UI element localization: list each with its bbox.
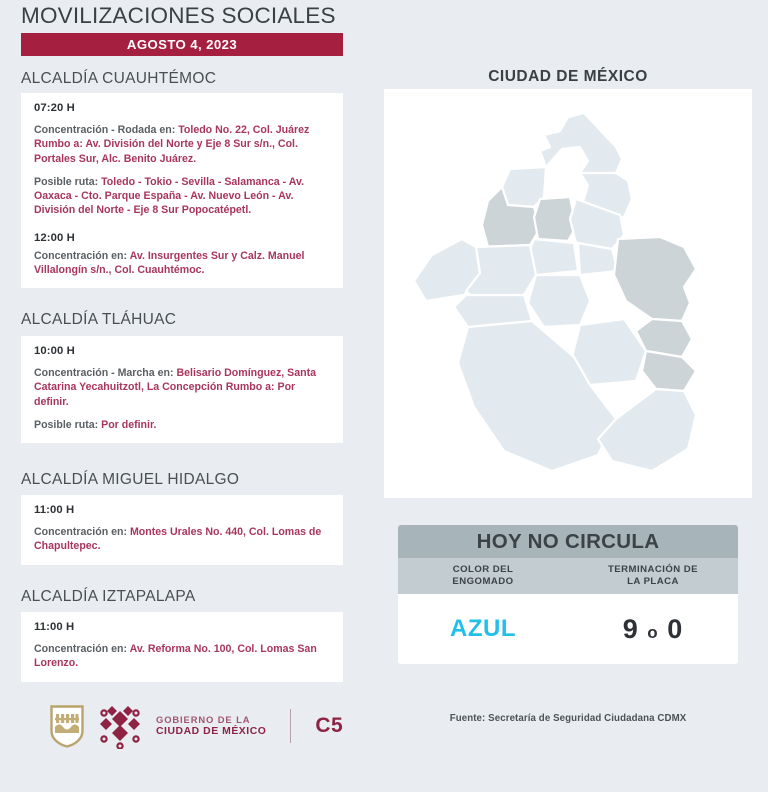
plate-ending-cell <box>568 614 738 645</box>
borough-card-iztapalapa <box>21 612 343 682</box>
line-value: Belisario Domínguez, Santa Catarina Yecahuitzotl, La Concepción Rumbo a: Por definir. <box>34 367 316 408</box>
line-value: Toledo - Tokio - Sevilla - Salamanca - Av. Oaxaca - Cto. Parque España - Av. Nuevo León - Av. División del Norte - Eje 8 Sur Popocatépetl. <box>34 175 305 217</box>
time-label: 10:00 H <box>34 345 75 357</box>
line-value: Montes Urales No. 440, Col. Lomas de Chapultepec. <box>34 526 322 553</box>
borough-heading-cuauhtemoc: ALCALDÍA CUAUHTÉMOC <box>21 70 217 87</box>
time-label: 12:00 H <box>34 231 75 244</box>
entry-line <box>34 249 330 278</box>
sticker-color-cell <box>398 615 568 643</box>
borough-card-miguel-hidalgo <box>21 495 343 565</box>
entry-line <box>34 123 330 166</box>
plate-digit-second: 0 <box>667 613 684 644</box>
gob-line-1: GOBIERNO DE LA <box>156 713 251 725</box>
line-label: Concentración en: <box>34 249 128 262</box>
cdmx-logo-icon <box>97 703 143 749</box>
map-and-circula-column <box>368 0 768 792</box>
plate-digit-first: 9 <box>622 613 639 644</box>
gobierno-wordmark <box>156 714 266 739</box>
hoy-no-circula-values <box>398 594 738 664</box>
line-label: Concentración - Marcha en: <box>34 367 174 379</box>
entry-line <box>34 525 330 554</box>
line-value: Toledo No. 22, Col. Juárez Rumbo a: <box>34 124 310 151</box>
date-band: AGOSTO 4, 2023 <box>21 33 343 56</box>
entry-line <box>34 175 330 218</box>
hoy-no-circula-panel <box>398 525 738 664</box>
cdmx-map-icon <box>384 89 752 498</box>
borough-card-tlahuac <box>21 336 343 443</box>
cdmx-shield-icon <box>50 705 84 748</box>
page-title: MOVILIZACIONES SOCIALES <box>21 3 336 28</box>
line-value: Por definir. <box>101 418 157 431</box>
time-label: 11:00 H <box>34 621 75 633</box>
borough-heading-tlahuac: ALCALDÍA TLÁHUAC <box>21 311 177 328</box>
hoy-no-circula-title: HOY NO CIRCULA <box>398 525 738 558</box>
plate-separator: o <box>647 622 659 642</box>
column-header-color-line1: COLOR DEL <box>452 564 514 575</box>
sticker-color-value: AZUL <box>450 615 516 642</box>
logo-divider <box>290 709 291 743</box>
gob-line-2: CIUDAD DE MÉXICO <box>156 726 267 737</box>
footer-logos <box>50 703 343 749</box>
entry-line <box>34 418 330 432</box>
movilizaciones-column <box>0 0 368 792</box>
column-header-plate-line2: LA PLACA <box>627 576 679 587</box>
entry-line <box>34 642 330 671</box>
column-header-color-line2: ENGOMADO <box>452 576 514 587</box>
line-value: Av. Insurgentes Sur y Calz. Manuel Villalongín s/n., Col. Cuauhtémoc. <box>34 249 305 277</box>
column-header-plate-line1: TERMINACIÓN DE <box>608 564 698 575</box>
line-label: Concentración en: <box>34 643 128 655</box>
line-label: Posible ruta: <box>34 418 99 431</box>
source-note: Fuente: Secretaría de Seguridad Ciudadana CDMX <box>449 713 687 724</box>
line-value: Av. Reforma No. 100, Col. Lomas San Lorenzo. <box>34 643 317 670</box>
map-title: CIUDAD DE MÉXICO <box>488 68 648 85</box>
borough-heading-miguel-hidalgo: ALCALDÍA MIGUEL HIDALGO <box>21 471 240 488</box>
entry-line <box>34 366 330 409</box>
hoy-no-circula-subheaders <box>398 558 738 594</box>
cdmx-map-card <box>384 89 752 498</box>
line-value-2: Av. División del Norte y Eje 8 Sur s/n., Col. Portales Sur, Alc. Benito Juárez. <box>34 138 298 165</box>
column-header-plate <box>568 558 738 594</box>
c5-wordmark: C5 <box>315 714 344 737</box>
line-label: Posible ruta: <box>34 175 99 188</box>
line-label: Concentración en: <box>34 526 128 538</box>
borough-heading-iztapalapa: ALCALDÍA IZTAPALAPA <box>21 588 196 605</box>
column-header-color <box>398 558 568 594</box>
time-label: 11:00 H <box>34 504 75 516</box>
time-label: 07:20 H <box>34 102 75 114</box>
line-label: Concentración - Rodada en: <box>34 124 176 136</box>
borough-card-cuauhtemoc <box>21 93 343 288</box>
